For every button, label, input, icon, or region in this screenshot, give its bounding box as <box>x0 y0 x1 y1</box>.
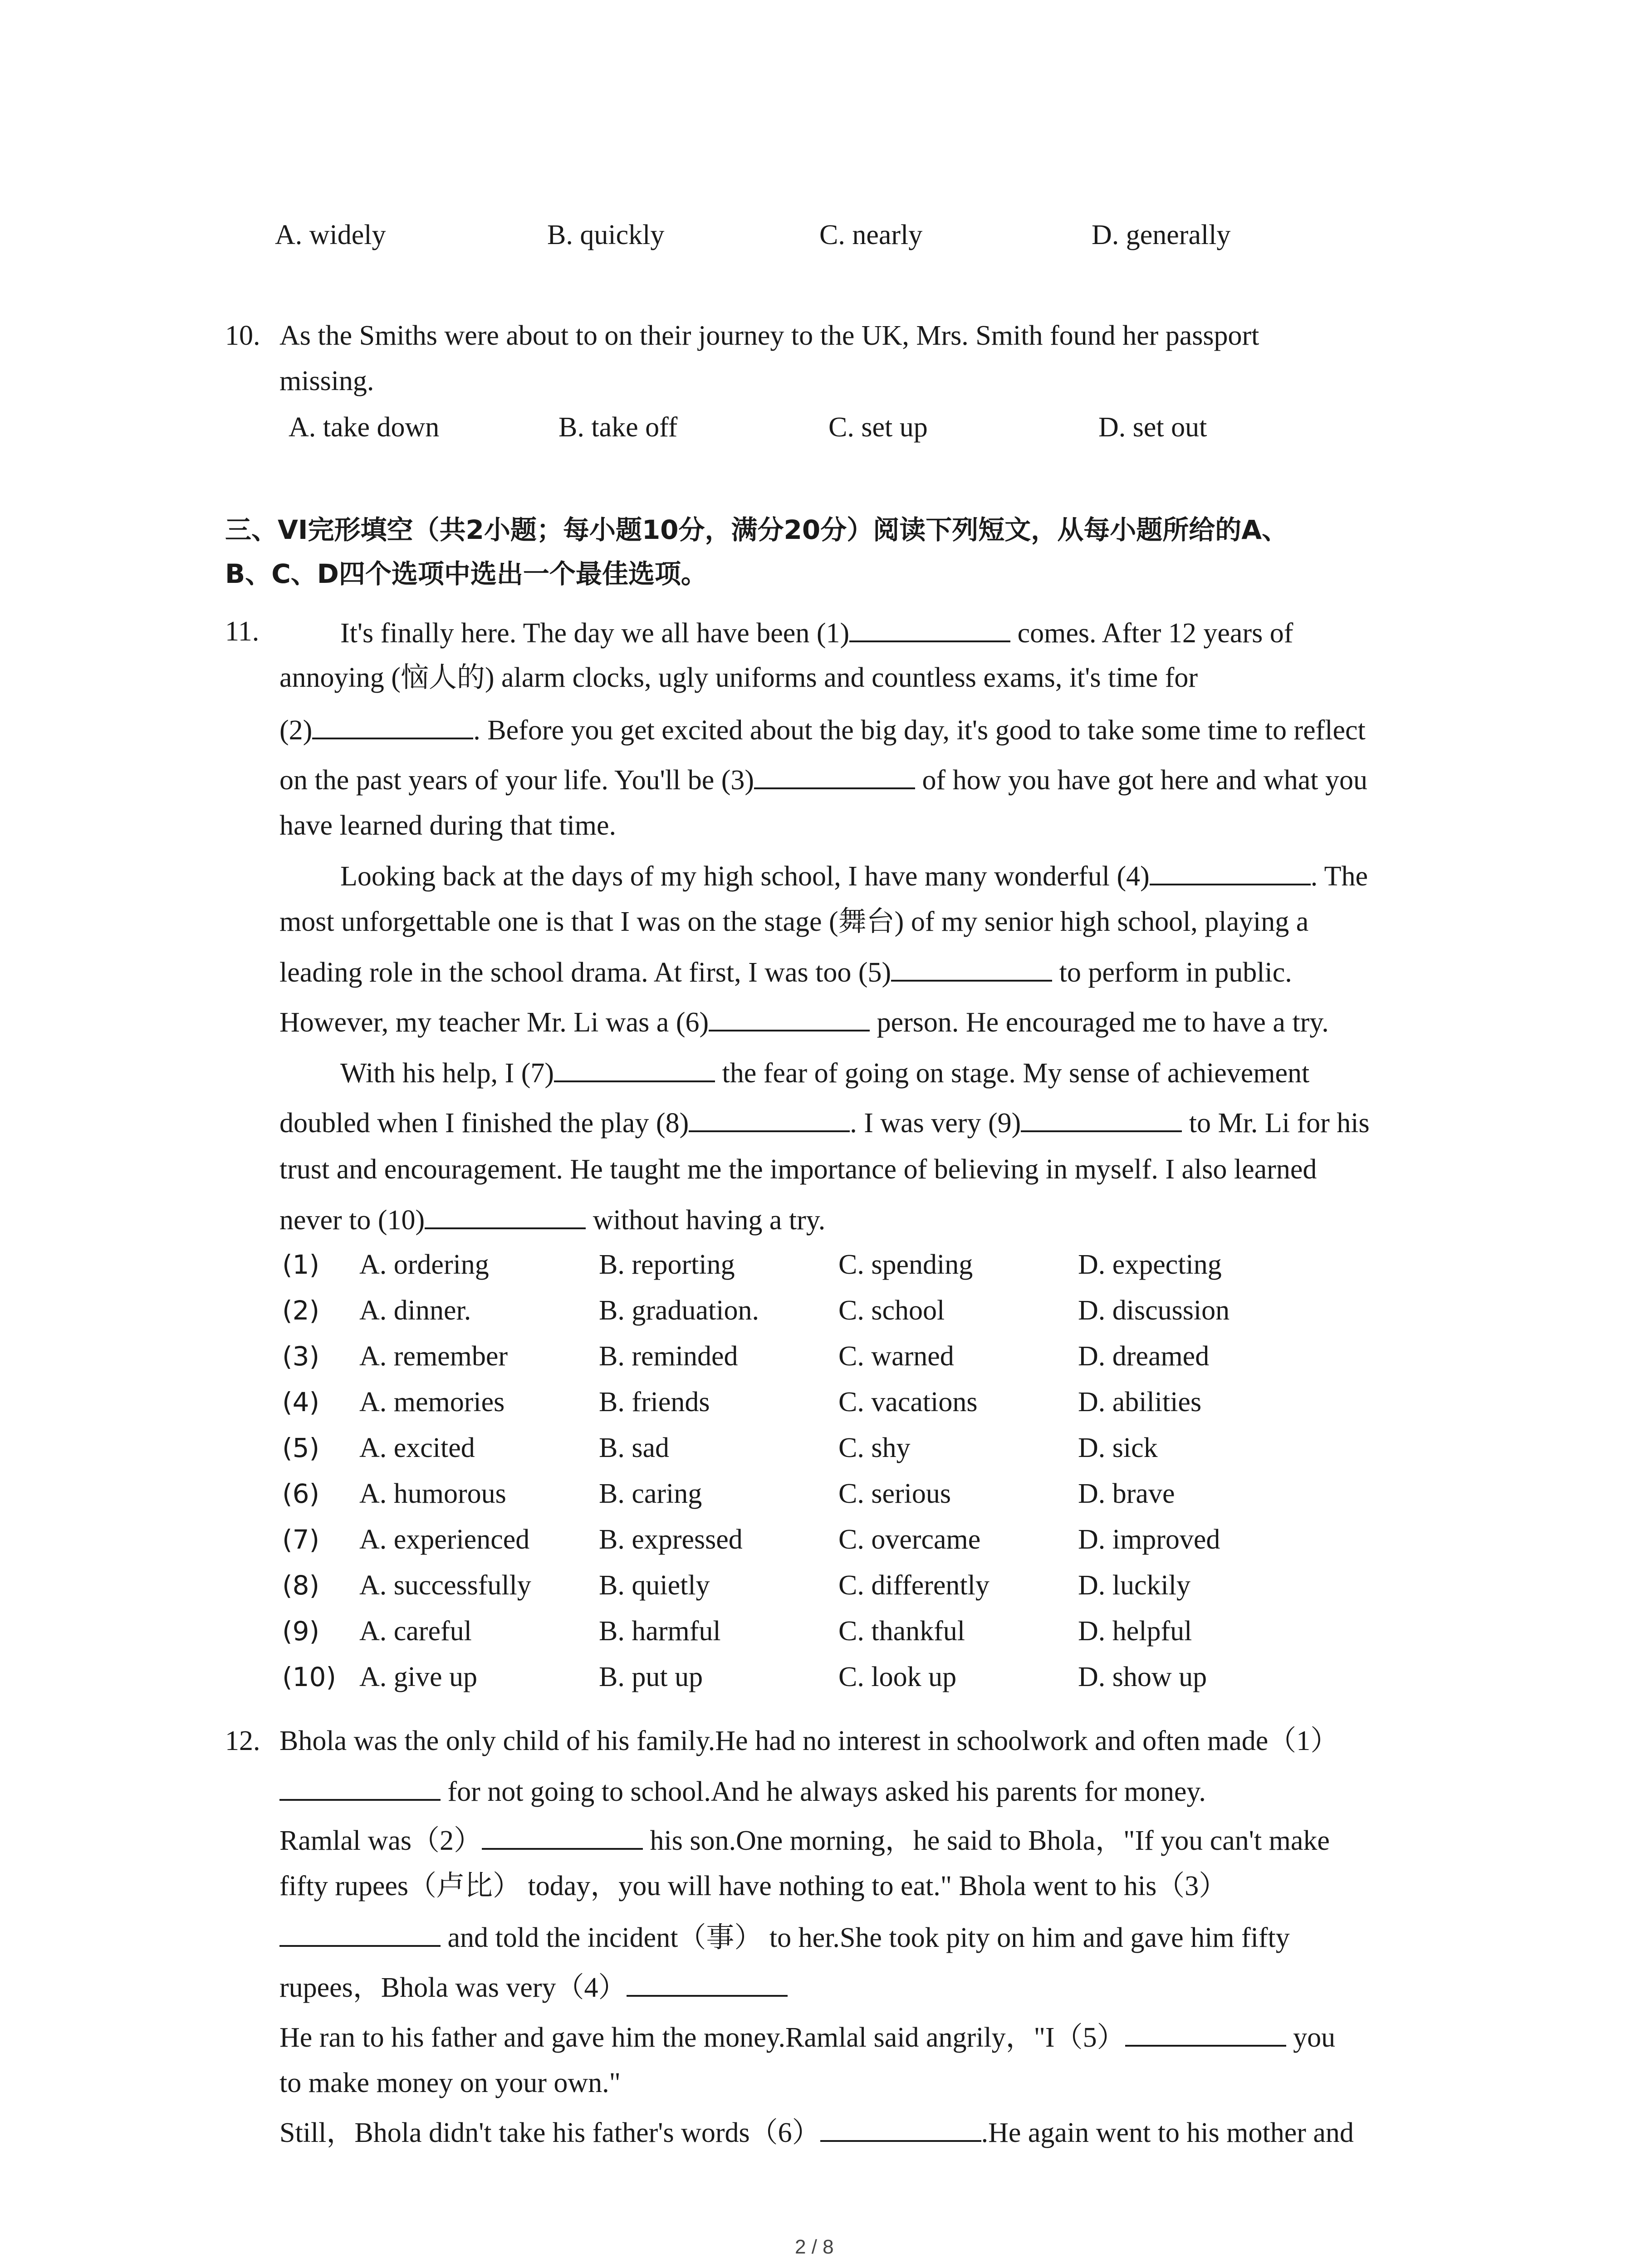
q11-p1-line1: It's finally here. The day we all have been (1) comes. After 12 years of <box>340 613 1293 651</box>
choice-option-c[interactable]: C. warned <box>838 1341 954 1372</box>
q9-option-b: B. quickly <box>547 220 665 250</box>
q9-option-a: A. widely <box>275 220 386 250</box>
q10-text-line2: missing. <box>279 366 374 396</box>
q10-option-b: B. take off <box>558 412 678 443</box>
section-heading-line2: B、C、D四个选项中选出一个最佳选项。 <box>225 558 707 589</box>
q11-number: 11. <box>225 616 260 647</box>
q10-number: 10. <box>225 320 260 351</box>
q12-line5: and told the incident（事） to her.She took pity on him and gave him fifty <box>279 1918 1290 1956</box>
q12-blank-4[interactable] <box>627 1968 788 1997</box>
choice-option-b[interactable]: B. harmful <box>599 1616 721 1647</box>
choice-number: (3) <box>282 1341 320 1372</box>
choice-number: (6) <box>282 1478 320 1509</box>
choice-option-b[interactable]: B. quietly <box>599 1570 710 1601</box>
q10-option-c: C. set up <box>828 412 928 443</box>
choice-option-d[interactable]: D. improved <box>1078 1524 1220 1555</box>
section-heading-line1: 三、VI完形填空（共2小题；每小题10分，满分20分）阅读下列短文，从每小题所给的A、 <box>225 514 1288 545</box>
choice-option-c[interactable]: C. serious <box>838 1478 951 1509</box>
choice-option-a[interactable]: A. humorous <box>359 1478 506 1509</box>
choice-option-c[interactable]: C. thankful <box>838 1616 965 1647</box>
choice-option-b[interactable]: B. friends <box>599 1387 710 1418</box>
q12-line9: Still，Bhola didn't take his father's words（6） .He again went to his mother and <box>279 2113 1354 2151</box>
q11-p3-line1: With his help, I (7) the fear of going on stage. My sense of achievement <box>340 1053 1309 1091</box>
choice-option-d[interactable]: D. luckily <box>1078 1570 1190 1601</box>
choice-number: (2) <box>282 1295 320 1326</box>
choice-option-a[interactable]: A. give up <box>359 1662 478 1692</box>
choice-option-d[interactable]: D. abilities <box>1078 1387 1202 1418</box>
blank-6[interactable] <box>709 1002 870 1031</box>
blank-1[interactable] <box>849 613 1010 642</box>
q10-text-line1: As the Smiths were about to on their journey to the UK, Mrs. Smith found her passport <box>279 320 1259 351</box>
q11-p2-line4: However, my teacher Mr. Li was a (6) person. He encouraged me to have a try. <box>279 1002 1329 1041</box>
choice-option-c[interactable]: C. spending <box>838 1249 973 1280</box>
choice-number: (9) <box>282 1616 320 1647</box>
choice-option-d[interactable]: D. helpful <box>1078 1616 1192 1647</box>
blank-7[interactable] <box>554 1053 715 1082</box>
page-number: 2 / 8 <box>795 2236 834 2258</box>
choice-option-a[interactable]: A. ordering <box>359 1249 489 1280</box>
q9-option-d: D. generally <box>1092 220 1231 250</box>
q10-option-a: A. take down <box>289 412 440 443</box>
q12-line8: to make money on your own." <box>279 2068 621 2098</box>
choice-option-c[interactable]: C. overcame <box>838 1524 981 1555</box>
choice-number: (4) <box>282 1387 320 1418</box>
choice-option-c[interactable]: C. school <box>838 1295 945 1326</box>
q12-line6: rupees，Bhola was very（4） <box>279 1968 788 2006</box>
q11-p3-line3: trust and encouragement. He taught me the importance of believing in myself. I also learned <box>279 1154 1317 1185</box>
blank-4[interactable] <box>1150 856 1311 885</box>
q12-line4: fifty rupees（卢比） today，you will have nothing to eat." Bhola went to his（3） <box>279 1871 1227 1901</box>
blank-3[interactable] <box>754 760 915 789</box>
blank-10[interactable] <box>425 1200 586 1229</box>
q12-number: 12. <box>225 1725 260 1756</box>
q12-blank-1[interactable] <box>279 1772 441 1801</box>
choice-number: (7) <box>282 1524 320 1555</box>
q9-option-c: C. nearly <box>819 220 923 250</box>
q12-blank-6[interactable] <box>820 2113 981 2142</box>
q11-p1-line3: (2) . Before you get excited about the big day, it's good to take some time to reflect <box>279 710 1366 748</box>
q12-line7: He ran to his father and gave him the money.Ramlal said angrily，"I（5） you <box>279 2018 1335 2056</box>
choice-option-d[interactable]: D. expecting <box>1078 1249 1222 1280</box>
q11-p2-line3: leading role in the school drama. At first, I was too (5) to perform in public. <box>279 953 1292 991</box>
blank-5[interactable] <box>891 953 1052 982</box>
choice-option-b[interactable]: B. expressed <box>599 1524 743 1555</box>
choice-option-a[interactable]: A. excited <box>359 1432 475 1463</box>
choice-option-b[interactable]: B. reporting <box>599 1249 735 1280</box>
blank-8[interactable] <box>689 1103 850 1132</box>
q11-p2-line1: Looking back at the days of my high school, I have many wonderful (4) . The <box>340 856 1368 894</box>
choice-option-d[interactable]: D. brave <box>1078 1478 1175 1509</box>
choice-option-c[interactable]: C. differently <box>838 1570 989 1601</box>
choice-option-a[interactable]: A. memories <box>359 1387 505 1418</box>
choice-option-b[interactable]: B. reminded <box>599 1341 738 1372</box>
choice-number: (5) <box>282 1432 320 1463</box>
q10-option-d: D. set out <box>1098 412 1207 443</box>
choice-option-c[interactable]: C. look up <box>838 1662 957 1692</box>
q12-line3: Ramlal was（2） his son.One morning，he said to Bhola，"If you can't make <box>279 1821 1330 1859</box>
blank-2[interactable] <box>312 710 473 739</box>
choice-option-b[interactable]: B. caring <box>599 1478 702 1509</box>
blank-9[interactable] <box>1021 1103 1182 1132</box>
q11-p3-line4: never to (10) without having a try. <box>279 1200 825 1238</box>
choice-option-b[interactable]: B. put up <box>599 1662 703 1692</box>
choice-option-d[interactable]: D. sick <box>1078 1432 1158 1463</box>
q12-line1: Bhola was the only child of his family.He had no interest in schoolwork and often made（1） <box>279 1725 1339 1756</box>
q11-p1-line2: annoying (恼人的) alarm clocks, ugly uniforms and countless exams, it's time for <box>279 662 1198 693</box>
choice-option-a[interactable]: A. dinner. <box>359 1295 471 1326</box>
q12-line2: for not going to school.And he always asked his parents for money. <box>279 1772 1206 1810</box>
choice-option-a[interactable]: A. careful <box>359 1616 472 1647</box>
choice-option-b[interactable]: B. graduation. <box>599 1295 759 1326</box>
q11-p1-line4: on the past years of your life. You'll be (3) of how you have got here and what you <box>279 760 1367 798</box>
choice-number: (10) <box>282 1662 337 1692</box>
q12-blank-2[interactable] <box>482 1821 643 1850</box>
choice-option-a[interactable]: A. successfully <box>359 1570 531 1601</box>
choice-option-a[interactable]: A. remember <box>359 1341 508 1372</box>
choice-option-c[interactable]: C. shy <box>838 1432 911 1463</box>
q12-blank-5[interactable] <box>1125 2018 1286 2047</box>
choice-option-b[interactable]: B. sad <box>599 1432 669 1463</box>
choice-option-d[interactable]: D. dreamed <box>1078 1341 1210 1372</box>
choice-option-d[interactable]: D. discussion <box>1078 1295 1230 1326</box>
q11-p3-line2: doubled when I finished the play (8) . I was very (9) to Mr. Li for his <box>279 1103 1370 1141</box>
choice-number: (1) <box>282 1249 320 1280</box>
choice-option-d[interactable]: D. show up <box>1078 1662 1207 1692</box>
q12-blank-3[interactable] <box>279 1918 441 1947</box>
choice-number: (8) <box>282 1570 320 1601</box>
choice-option-a[interactable]: A. experienced <box>359 1524 530 1555</box>
q11-p2-line2: most unforgettable one is that I was on the stage (舞台) of my senior high school, playing a <box>279 906 1309 937</box>
choice-option-c[interactable]: C. vacations <box>838 1387 978 1418</box>
q11-p1-line5: have learned during that time. <box>279 810 617 841</box>
